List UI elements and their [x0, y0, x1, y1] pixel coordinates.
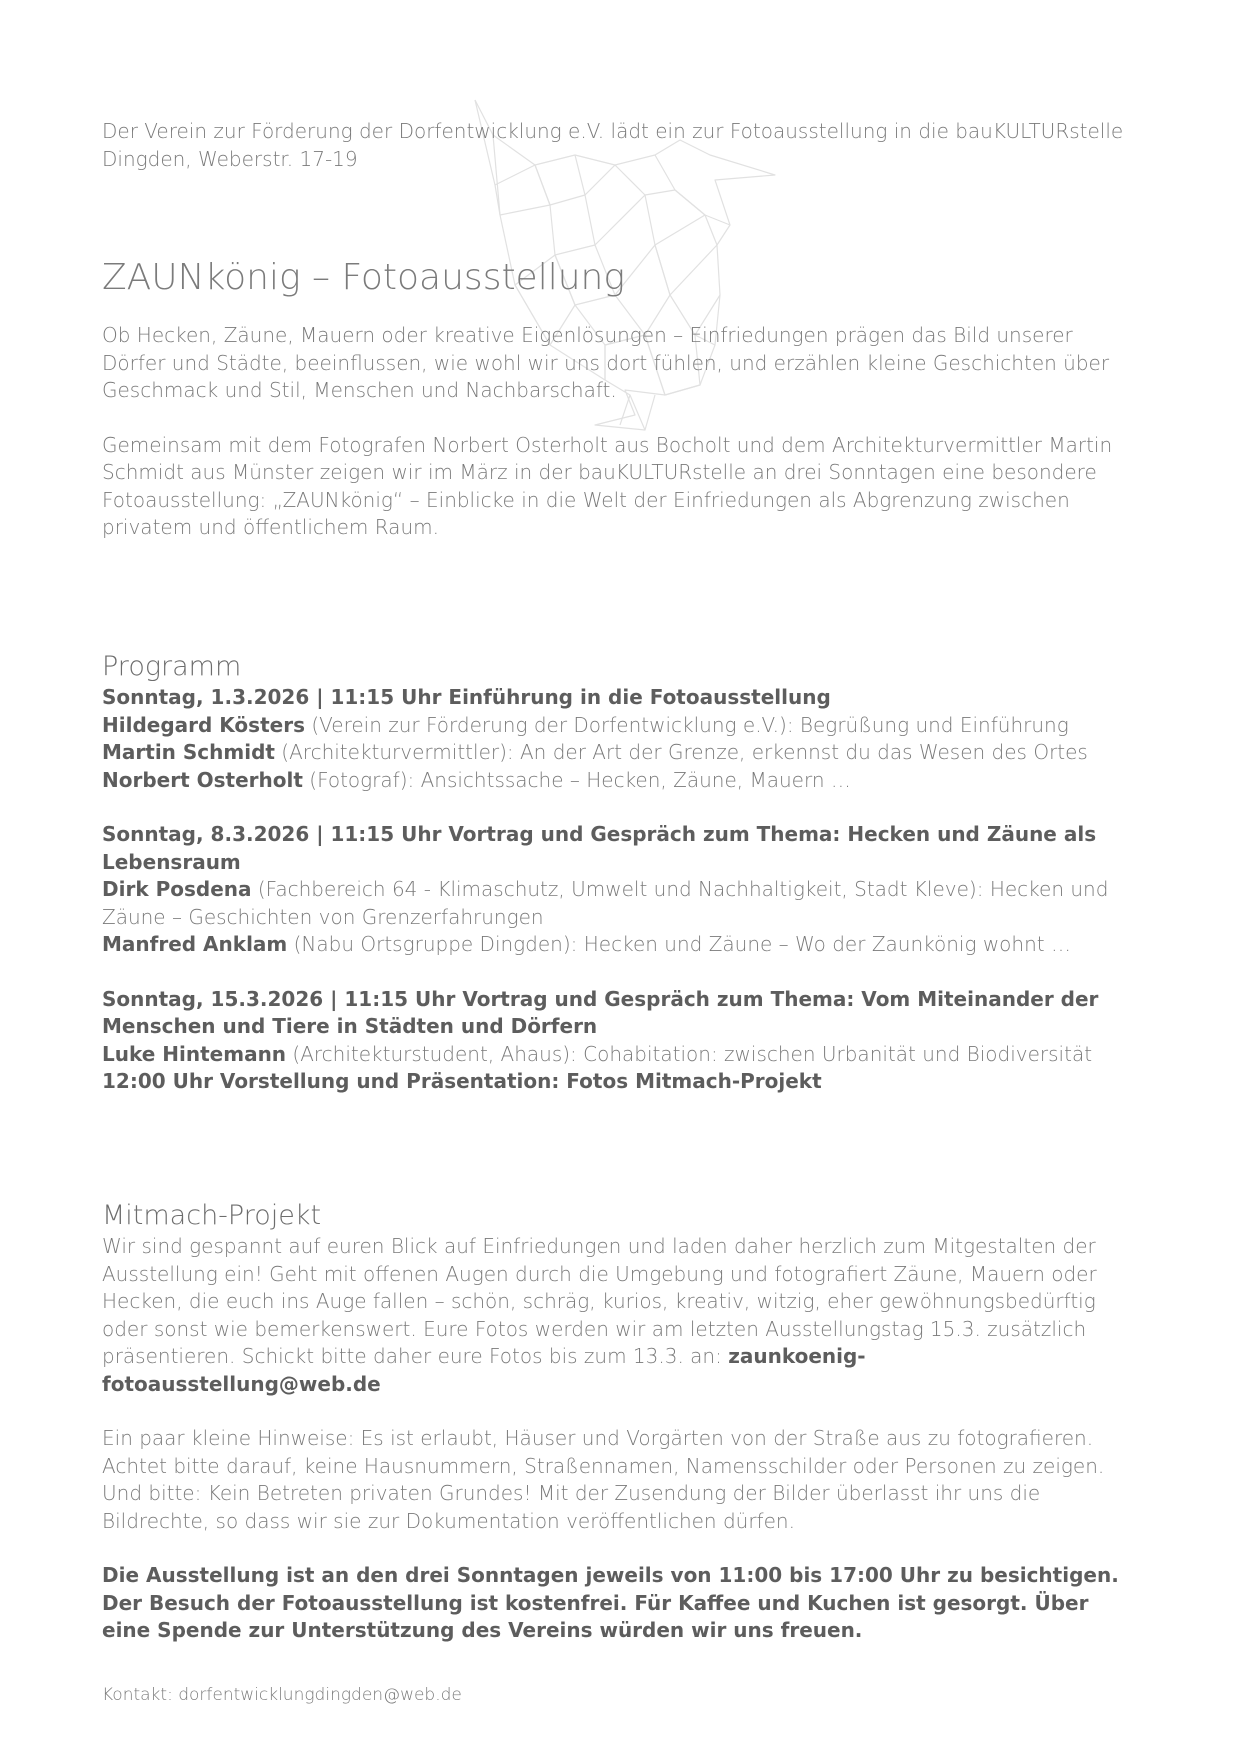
program-day-3 — [102, 986, 1142, 1096]
day-3-title: Sonntag, 15.3.2026 | 11:15 Uhr Vortrag und Gespräch zum Thema: Vom Miteinander der Menschen und Tiere in Städten und Dörfern — [102, 986, 1099, 1038]
intro-line-1: Der Verein zur Förderung der Dorfentwicklung e.V. lädt ein zur Fotoausstellung in die bauKULTURstelle — [102, 119, 1124, 143]
speaker-name: Norbert Osterholt — [102, 767, 303, 792]
speaker-name: Manfred Anklam — [102, 932, 288, 956]
program-day-1 — [102, 684, 1142, 794]
mitmach-heading: Mitmach-Projekt — [102, 1200, 322, 1231]
speaker-line — [102, 767, 1142, 795]
speaker-line — [102, 712, 1142, 740]
speaker-name: Martin Schmidt — [102, 740, 275, 764]
kontakt-line[interactable]: Kontakt: dorfentwicklungdingden@web.de — [102, 1685, 462, 1705]
speaker-line — [102, 1041, 1142, 1069]
speaker-topic: (Architekturstudent, Ahaus): Cohabitation: zwischen Urbanität und Biodiversität — [286, 1041, 1093, 1066]
day-1-title: Sonntag, 1.3.2026 | 11:15 Uhr Einführung in die Fotoausstellung — [102, 685, 831, 709]
content-column — [102, 118, 1142, 1705]
description-paragraph-2: Gemeinsam mit dem Fotografen Norbert Osterholt aus Bocholt und dem Architekturvermittler Martin Schmidt aus Münster zeigen wir im März in der bauKULTURstelle an drei Sonntagen eine besondere Fotoausstellung: „ZAUNkönig“ – Einblicke in die Welt der Einfriedungen als Abgrenzung zwischen privatem und öffentlichem Raum. — [102, 432, 1113, 539]
day-2-title: Sonntag, 8.3.2026 | 11:15 Uhr Vortrag und Gespräch zum Thema: Hecken und Zäune als Lebensraum — [102, 822, 1097, 874]
mitmach-email-link[interactable]: zaunkoenig-fotoausstellung@web.de — [102, 1344, 866, 1396]
speaker-name: Dirk Posdena — [102, 877, 252, 901]
speaker-topic: (Fachbereich 64 - Klimaschutz, Umwelt und Nachhaltigkeit, Stadt Kleve): Hecken und Zäune – Geschichten von Grenzerfahrungen — [102, 877, 1109, 929]
speaker-line — [102, 876, 1142, 931]
description-paragraph-1: Ob Hecken, Zäune, Mauern oder kreative Eigenlösungen – Einfriedungen prägen das Bild unserer Dörfer und Städte, beeinflussen, wie wohl wir uns dort fühlen, und erzählen kleine Geschichten über Geschmack und Stil, Menschen und Nachbarschaft. — [102, 323, 1110, 402]
speaker-topic: (Nabu Ortsgruppe Dingden): Hecken und Zäune – Wo der Zaunkönig wohnt … — [287, 932, 1071, 956]
program-day-2 — [102, 821, 1142, 959]
speaker-name: Luke Hintemann — [102, 1041, 287, 1066]
mitmach-paragraph-2: Ein paar kleine Hinweise: Es ist erlaubt, Häuser und Vorgärten von der Straße aus zu fotografieren. Achtet bitte darauf, keine Hausnummern, Straßennamen, Namensschilder oder Personen zu zeigen. Und bitte: Kein Betreten privaten Grundes! Mit der Zusendung der Bilder überlasst ihr uns die Bildrechte, so dass wir sie zur Dokumentation veröffentlichen dürfen. — [102, 1426, 1105, 1533]
speaker-line — [102, 931, 1142, 959]
mitmach-section — [102, 1199, 1142, 1645]
mitmach-paragraph-1 — [102, 1233, 1142, 1398]
speaker-name: Hildegard Kösters — [102, 712, 305, 737]
speaker-line — [102, 739, 1142, 767]
page-title: ZAUNkönig – Fotoausstellung — [102, 257, 625, 298]
programm-heading: Programm — [102, 651, 242, 682]
description-block — [102, 322, 1142, 542]
mitmach-paragraph-3: Die Ausstellung ist an den drei Sonntagen jeweils von 11:00 bis 17:00 Uhr zu besichtigen. Der Besuch der Fotoausstellung ist kostenfrei. Für Kaffee und Kuchen ist gesorgt. Über eine Spende zur Unterstützung des Vereins würden wir uns freuen. — [102, 1563, 1119, 1642]
programm-section — [102, 650, 1142, 1096]
speaker-topic: (Verein zur Förderung der Dorfentwicklung e.V.): Begrüßung und Einführung — [304, 712, 1069, 737]
day-3-extra: 12:00 Uhr Vorstellung und Präsentation: Fotos Mitmach-Projekt — [102, 1069, 822, 1093]
mitmach-paragraph-1-text: Wir sind gespannt auf euren Blick auf Einfriedungen und laden daher herzlich zum Mitgestalten der Ausstellung ein! Geht mit offenen Augen durch die Umgebung und fotografiert Zäune, Mauern oder Hecken, die euch ins Auge fallen – schön, schräg, kurios, kreativ, witzig, eher gewöhnungsbedürftig oder sonst wie bemerkenswert. Eure Fotos werden wir am letzten Ausstellungstag 15.3. zusätzlich präsentieren. Schickt bitte daher eure Fotos bis zum 13.3. an: — [102, 1234, 1097, 1368]
speaker-topic: (Architekturvermittler): An der Art der Grenze, erkennst du das Wesen des Ortes — [274, 740, 1088, 764]
speaker-topic: (Fotograf): Ansichtssache – Hecken, Zäune, Mauern … — [302, 767, 851, 792]
intro-line-2: Dingden, Weberstr. 17-19 — [102, 146, 358, 171]
